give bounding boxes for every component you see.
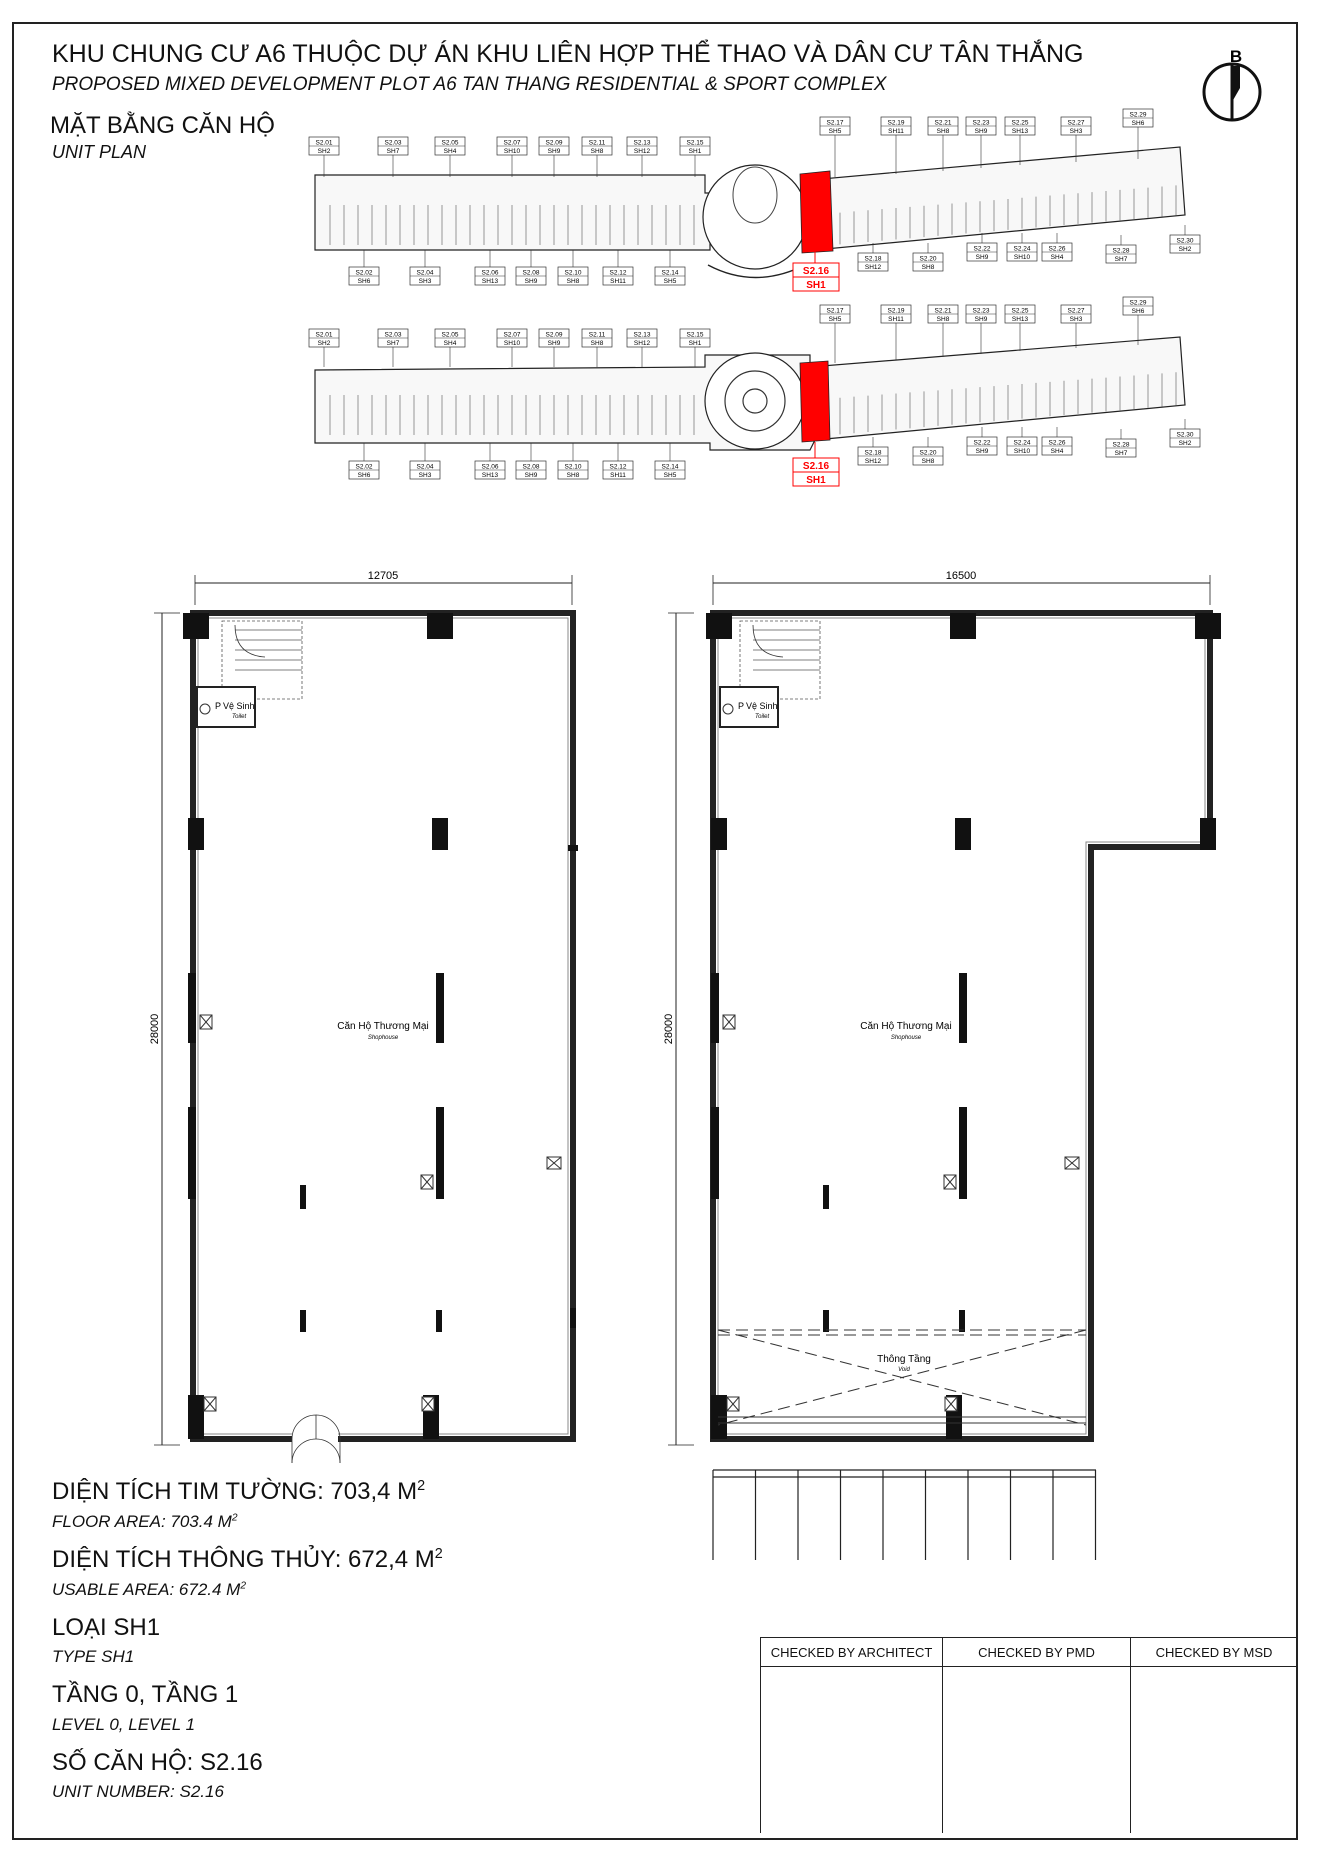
key-plan-label bbox=[1106, 439, 1136, 457]
toilet-label: Vệ Sinh bbox=[223, 701, 255, 711]
architect-cell bbox=[761, 1638, 943, 1833]
unit-type: SH12 bbox=[633, 148, 651, 155]
highlight-type-upper: SH1 bbox=[806, 280, 826, 291]
unit-type: SH6 bbox=[357, 472, 371, 479]
unit-type: SH12 bbox=[633, 340, 651, 347]
msd-header: CHECKED BY MSD bbox=[1131, 1638, 1297, 1667]
void-label: Thông Tầng bbox=[877, 1354, 931, 1365]
unit-code: S2.17 bbox=[826, 307, 844, 315]
unit-type: SH5 bbox=[663, 278, 677, 285]
unit-type: SH2 bbox=[317, 148, 331, 155]
floor-area-vn: DIỆN TÍCH TIM TƯỜNG: 703,4 $M^2$ bbox=[52, 1478, 426, 1505]
key-plan-label bbox=[680, 329, 710, 347]
railing-detail bbox=[713, 1470, 1096, 1560]
room-label: Căn Hộ Thương Mại bbox=[337, 1021, 429, 1032]
key-plan-drawing bbox=[309, 109, 1200, 479]
unit-type: SH3 bbox=[1069, 128, 1083, 135]
key-plan-label bbox=[1123, 297, 1153, 315]
unit-code: S2.02 bbox=[355, 269, 373, 277]
toilet-label-en: Toilet bbox=[755, 714, 770, 720]
unit-type: SH10 bbox=[1013, 254, 1031, 261]
unit-code: S2.20 bbox=[919, 449, 937, 457]
unit-type: SH2 bbox=[1178, 440, 1192, 447]
unit-code: S2.06 bbox=[481, 269, 499, 277]
usable-area-vn: DIỆN TÍCH THÔNG THỦY: 672,4 $M^2$ bbox=[52, 1546, 443, 1573]
key-plan-label bbox=[966, 117, 996, 135]
unit-type-en: TYPE SH1 bbox=[52, 1647, 135, 1666]
unit-code: S2.05 bbox=[441, 139, 459, 147]
unit-type: SH13 bbox=[481, 278, 499, 285]
unit-type: SH8 bbox=[590, 148, 604, 155]
key-plan-label bbox=[349, 461, 379, 479]
key-plan-label bbox=[309, 329, 339, 347]
north-label: B bbox=[1229, 47, 1243, 66]
dimension-width: 16500 bbox=[945, 570, 977, 582]
unit-code: S2.22 bbox=[973, 439, 991, 447]
unit-code: S2.21 bbox=[934, 307, 952, 315]
unit-type: SH4 bbox=[443, 148, 457, 155]
unit-type: SH8 bbox=[936, 128, 950, 135]
unit-type-vn: LOẠI SH1 bbox=[52, 1614, 161, 1641]
room-label-en: Shophouse bbox=[367, 1035, 399, 1041]
unit-type: SH13 bbox=[481, 472, 499, 479]
unit-code: S2.15 bbox=[686, 139, 704, 147]
key-plan-label bbox=[913, 447, 943, 465]
north-arrow-icon bbox=[1196, 44, 1266, 124]
key-plan-label bbox=[539, 329, 569, 347]
unit-code: S2.23 bbox=[972, 307, 990, 315]
unit-type: SH5 bbox=[663, 472, 677, 479]
unit-type: SH8 bbox=[936, 316, 950, 323]
key-plan-label bbox=[603, 267, 633, 285]
key-plan-label bbox=[1170, 429, 1200, 447]
unit-type: SH3 bbox=[1069, 316, 1083, 323]
key-plan-label bbox=[967, 243, 997, 261]
unit-type: SH7 bbox=[1114, 450, 1128, 457]
unit-code: S2.03 bbox=[384, 331, 402, 339]
key-plan-label bbox=[627, 329, 657, 347]
key-plan-label bbox=[582, 329, 612, 347]
key-plan-label bbox=[582, 137, 612, 155]
unit-code: S2.24 bbox=[1013, 245, 1031, 253]
unit-code: S2.23 bbox=[972, 119, 990, 127]
unit-type: SH7 bbox=[1114, 256, 1128, 263]
key-plan-label bbox=[928, 305, 958, 323]
unit-code: S2.12 bbox=[609, 463, 627, 471]
pmd-cell bbox=[943, 1638, 1131, 1833]
unit-code: S2.25 bbox=[1011, 119, 1029, 127]
unit-code: S2.28 bbox=[1112, 441, 1130, 449]
project-title-vn: KHU CHUNG CƯ A6 THUỘC DỰ ÁN KHU LIÊN HỢP THỂ THAO VÀ DÂN CƯ TÂN THẮNG bbox=[52, 40, 1084, 68]
unit-code: S2.01 bbox=[315, 331, 333, 339]
unit-type: SH6 bbox=[1131, 120, 1145, 127]
unit-code: S2.26 bbox=[1048, 245, 1066, 253]
key-plan-label bbox=[1007, 437, 1037, 455]
pmd-header: CHECKED BY PMD bbox=[943, 1638, 1130, 1667]
key-plan-label bbox=[1005, 117, 1035, 135]
unit-code: S2.30 bbox=[1176, 431, 1194, 439]
key-plan-label bbox=[655, 461, 685, 479]
key-plan-label bbox=[558, 267, 588, 285]
project-title-en: PROPOSED MIXED DEVELOPMENT PLOT A6 TAN THANG RESIDENTIAL & SPORT COMPLEX bbox=[52, 74, 887, 95]
key-plan-label bbox=[966, 305, 996, 323]
key-plan-label bbox=[1007, 243, 1037, 261]
key-plan-label bbox=[881, 305, 911, 323]
highlighted-unit-lower bbox=[800, 361, 830, 442]
unit-code: S2.03 bbox=[384, 139, 402, 147]
unit-code: S2.27 bbox=[1067, 307, 1085, 315]
unit-type: SH4 bbox=[1050, 254, 1064, 261]
unit-type: SH10 bbox=[503, 148, 521, 155]
unit-code: S2.22 bbox=[973, 245, 991, 253]
unit-code: S2.14 bbox=[661, 269, 679, 277]
unit-code: S2.18 bbox=[864, 449, 882, 457]
unit-code: S2.12 bbox=[609, 269, 627, 277]
unit-type: SH9 bbox=[975, 448, 989, 455]
key-plan-label bbox=[820, 305, 850, 323]
key-plan-label bbox=[309, 137, 339, 155]
unit-code: S2.20 bbox=[919, 255, 937, 263]
toilet-label-en: Toilet bbox=[232, 714, 247, 720]
toilet-p-label: P bbox=[215, 701, 222, 711]
dimension-height: 28000 bbox=[149, 1013, 161, 1045]
key-plan-label bbox=[378, 329, 408, 347]
key-plan bbox=[300, 105, 1200, 495]
key-plan-label bbox=[858, 253, 888, 271]
unit-type: SH8 bbox=[921, 458, 935, 465]
unit-code: S2.29 bbox=[1129, 111, 1147, 119]
key-plan-label bbox=[1061, 305, 1091, 323]
section-title-vn: MẶT BẰNG CĂN HỘ bbox=[50, 112, 275, 139]
unit-code: S2.09 bbox=[545, 139, 563, 147]
unit-type: SH9 bbox=[975, 254, 989, 261]
key-plan-label bbox=[858, 447, 888, 465]
key-plan-label bbox=[1061, 117, 1091, 135]
unit-code: S2.17 bbox=[826, 119, 844, 127]
unit-type: SH5 bbox=[828, 128, 842, 135]
unit-type: SH2 bbox=[1178, 246, 1192, 253]
unit-code: S2.13 bbox=[633, 331, 651, 339]
unit-type: SH8 bbox=[566, 472, 580, 479]
key-plan-label bbox=[410, 267, 440, 285]
unit-type: SH9 bbox=[974, 316, 988, 323]
key-plan-label bbox=[603, 461, 633, 479]
key-plan-floor-lower bbox=[315, 337, 1185, 450]
key-plan-label bbox=[1042, 437, 1072, 455]
unit-code: S2.11 bbox=[588, 331, 606, 339]
unit-type: SH10 bbox=[503, 340, 521, 347]
unit-type: SH9 bbox=[524, 472, 538, 479]
key-plan-label bbox=[1005, 305, 1035, 323]
unit-code: S2.10 bbox=[564, 269, 582, 277]
key-plan-label bbox=[410, 461, 440, 479]
floor-area-en: FLOOR AREA: 703.4 $M^2$ bbox=[52, 1512, 238, 1531]
key-plan-label bbox=[497, 329, 527, 347]
unit-type: SH12 bbox=[864, 264, 882, 271]
unit-type: SH12 bbox=[864, 458, 882, 465]
unit-code: S2.08 bbox=[522, 463, 540, 471]
unit-code: S2.30 bbox=[1176, 237, 1194, 245]
key-plan-label bbox=[655, 267, 685, 285]
key-plan-label bbox=[516, 461, 546, 479]
unit-number-en: UNIT NUMBER: S2.16 bbox=[52, 1782, 224, 1801]
unit-type: SH2 bbox=[317, 340, 331, 347]
unit-code: S2.07 bbox=[503, 331, 521, 339]
unit-type: SH1 bbox=[688, 148, 702, 155]
key-plan-label bbox=[1170, 235, 1200, 253]
unit-code: S2.19 bbox=[887, 307, 905, 315]
unit-code: S2.15 bbox=[686, 331, 704, 339]
unit-code: S2.01 bbox=[315, 139, 333, 147]
unit-code: S2.24 bbox=[1013, 439, 1031, 447]
unit-code: S2.27 bbox=[1067, 119, 1085, 127]
approval-title-block bbox=[760, 1637, 1296, 1833]
unit-code: S2.11 bbox=[588, 139, 606, 147]
highlight-code-upper: S2.16 bbox=[802, 266, 830, 277]
unit-type: SH11 bbox=[610, 278, 626, 285]
key-plan-label bbox=[539, 137, 569, 155]
key-plan-label bbox=[349, 267, 379, 285]
unit-code: S2.08 bbox=[522, 269, 540, 277]
key-plan-label bbox=[475, 267, 505, 285]
highlight-label-upper bbox=[793, 250, 839, 291]
unit-code: S2.18 bbox=[864, 255, 882, 263]
unit-type: SH11 bbox=[888, 128, 904, 135]
unit-type: SH9 bbox=[524, 278, 538, 285]
key-plan-label bbox=[967, 437, 997, 455]
unit-code: S2.13 bbox=[633, 139, 651, 147]
unit-code: S2.06 bbox=[481, 463, 499, 471]
key-plan-label bbox=[516, 267, 546, 285]
unit-type: SH13 bbox=[1011, 316, 1029, 323]
key-plan-label bbox=[378, 137, 408, 155]
unit-code: S2.04 bbox=[416, 463, 434, 471]
unit-type: SH9 bbox=[974, 128, 988, 135]
unit-type: SH8 bbox=[921, 264, 935, 271]
key-plan-label bbox=[1123, 109, 1153, 127]
unit-type: SH1 bbox=[688, 340, 702, 347]
unit-type: SH13 bbox=[1011, 128, 1029, 135]
unit-number-vn: SỐ CĂN HỘ: S2.16 bbox=[52, 1749, 263, 1776]
unit-type: SH4 bbox=[1050, 448, 1064, 455]
unit-type: SH3 bbox=[418, 472, 432, 479]
dimension-width: 12705 bbox=[367, 570, 399, 582]
unit-code: S2.09 bbox=[545, 331, 563, 339]
floor-plan-level-0 bbox=[140, 565, 600, 1485]
unit-type: SH7 bbox=[386, 340, 400, 347]
key-plan-label bbox=[881, 117, 911, 135]
msd-cell bbox=[1131, 1638, 1297, 1833]
unit-type: SH6 bbox=[1131, 308, 1145, 315]
unit-code: S2.21 bbox=[934, 119, 952, 127]
unit-code: S2.25 bbox=[1011, 307, 1029, 315]
key-plan-label bbox=[820, 117, 850, 135]
key-plan-label bbox=[913, 253, 943, 271]
unit-type: SH4 bbox=[443, 340, 457, 347]
key-plan-label bbox=[680, 137, 710, 155]
unit-type: SH6 bbox=[357, 278, 371, 285]
section-title-en: UNIT PLAN bbox=[52, 142, 147, 162]
unit-type: SH5 bbox=[828, 316, 842, 323]
unit-type: SH11 bbox=[888, 316, 904, 323]
highlight-code-lower: S2.16 bbox=[802, 461, 830, 472]
architect-header: CHECKED BY ARCHITECT bbox=[761, 1638, 942, 1667]
key-plan-label bbox=[435, 329, 465, 347]
key-plan-label bbox=[475, 461, 505, 479]
room-label-en: Shophouse bbox=[890, 1035, 922, 1041]
key-plan-label bbox=[627, 137, 657, 155]
key-plan-label bbox=[1106, 245, 1136, 263]
unit-type: SH3 bbox=[418, 278, 432, 285]
floor-plan-level-1 bbox=[663, 565, 1228, 1555]
unit-code: S2.29 bbox=[1129, 299, 1147, 307]
key-plan-label bbox=[558, 461, 588, 479]
key-plan-label bbox=[1042, 243, 1072, 261]
unit-type: SH8 bbox=[566, 278, 580, 285]
unit-code: S2.26 bbox=[1048, 439, 1066, 447]
toilet-p-label: P bbox=[738, 701, 745, 711]
unit-type: SH9 bbox=[547, 340, 561, 347]
levels-en: LEVEL 0, LEVEL 1 bbox=[52, 1715, 196, 1734]
unit-type: SH10 bbox=[1013, 448, 1031, 455]
room-label: Căn Hộ Thương Mại bbox=[860, 1021, 952, 1032]
unit-type: SH7 bbox=[386, 148, 400, 155]
unit-type: SH11 bbox=[610, 472, 626, 479]
unit-type: SH8 bbox=[590, 340, 604, 347]
unit-code: S2.05 bbox=[441, 331, 459, 339]
unit-code: S2.02 bbox=[355, 463, 373, 471]
dimension-height: 28000 bbox=[663, 1013, 675, 1045]
toilet-label: Vệ Sinh bbox=[746, 701, 778, 711]
unit-type: SH9 bbox=[547, 148, 561, 155]
unit-code: S2.10 bbox=[564, 463, 582, 471]
unit-code: S2.04 bbox=[416, 269, 434, 277]
usable-area-en: USABLE AREA: 672.4 $M^2$ bbox=[52, 1580, 247, 1599]
void-label-en: Void bbox=[898, 1367, 910, 1373]
key-plan-label bbox=[497, 137, 527, 155]
key-plan-label bbox=[435, 137, 465, 155]
unit-code: S2.28 bbox=[1112, 247, 1130, 255]
unit-code: S2.19 bbox=[887, 119, 905, 127]
highlighted-unit-upper bbox=[800, 171, 833, 253]
key-plan-label bbox=[928, 117, 958, 135]
unit-code: S2.14 bbox=[661, 463, 679, 471]
highlight-type-lower: SH1 bbox=[806, 475, 826, 486]
unit-code: S2.07 bbox=[503, 139, 521, 147]
levels-vn: TẦNG 0, TẦNG 1 bbox=[52, 1681, 239, 1708]
